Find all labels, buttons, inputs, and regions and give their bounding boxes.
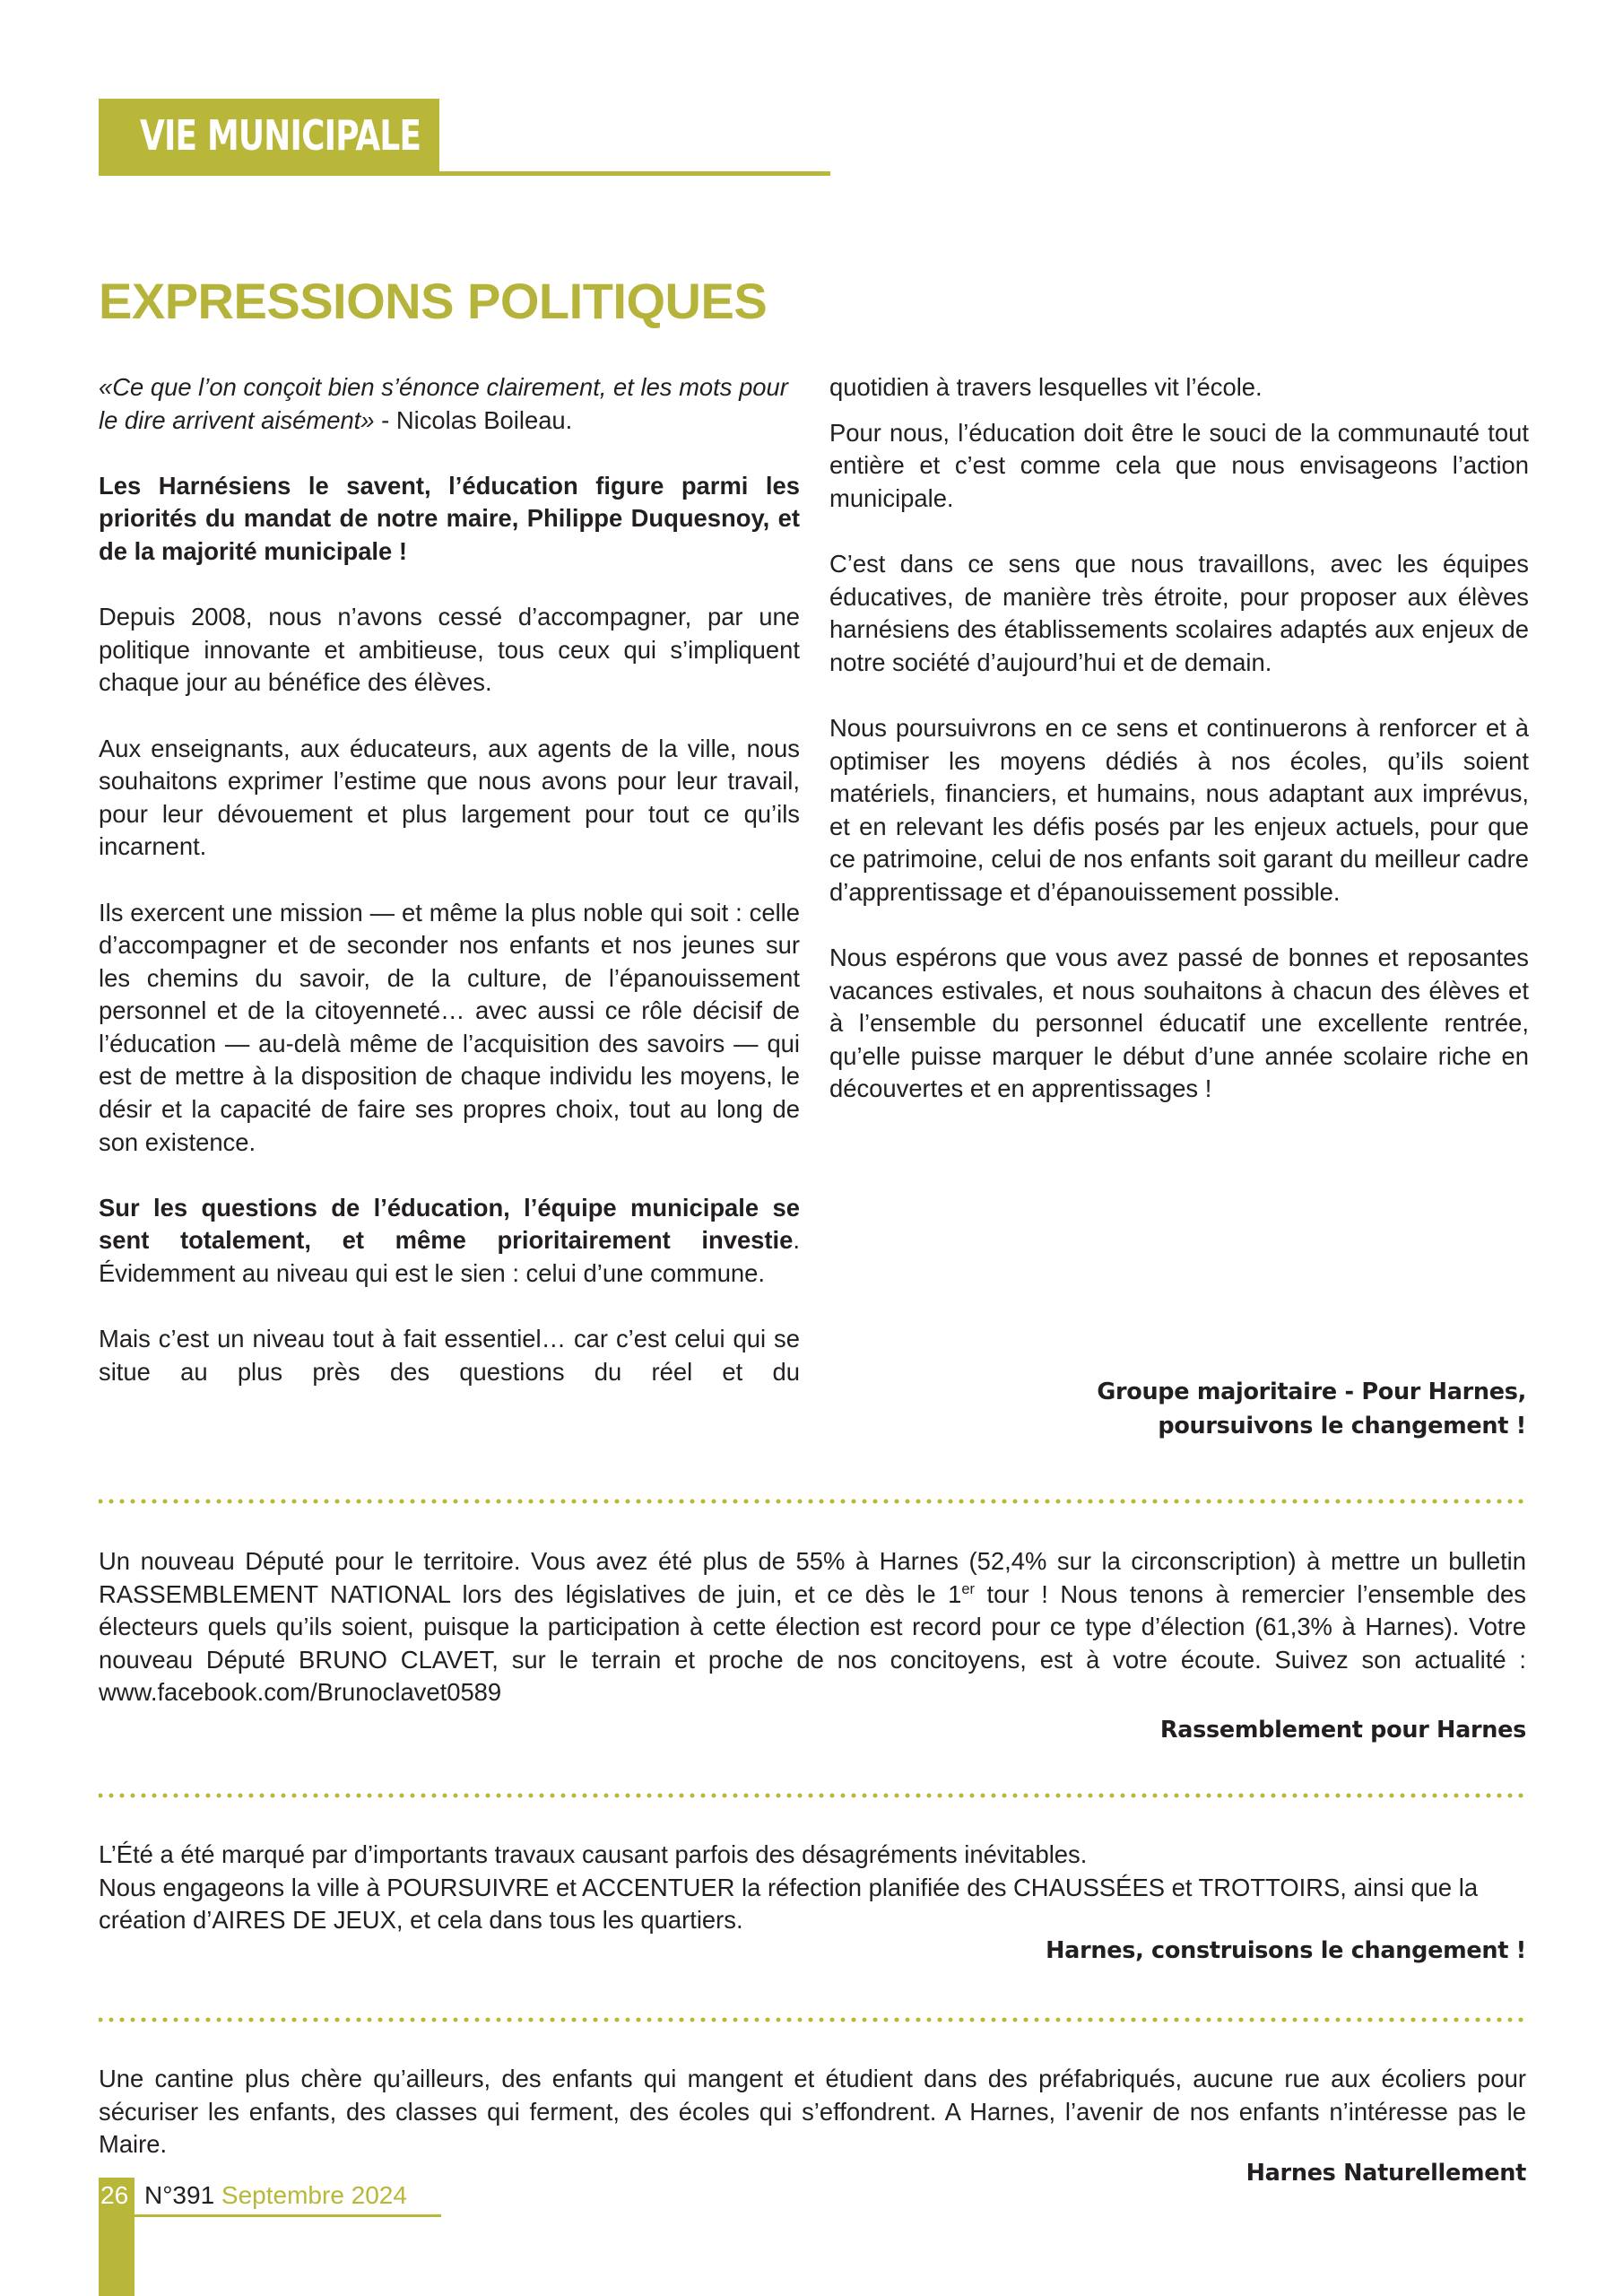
rn-signature: Rassemblement pour Harnes [1159, 1717, 1526, 1744]
paragraph-4-bold: Sur les questions de l’éducation, l’équipe municipale se sent totalement, et même prioritairement investie [99, 1193, 800, 1255]
paragraph-6: Pour nous, l’éducation doit être le souci de la communauté tout entière et c’est comme cela que nous envisageons l’action municipale. [829, 418, 1529, 512]
section-tab [99, 99, 439, 176]
construisons-statement [99, 1839, 1526, 1937]
quote-author: - Nicolas Boileau. [374, 405, 573, 434]
paragraph-2: Aux enseignants, aux éducateurs, aux agents de la ville, nous souhaitons exprimer l’estime que nous avons pour leur travail, pour leur dévouement et plus largement pour tout ce qu’ils incarnent. [99, 734, 800, 861]
naturellement-statement [99, 2063, 1526, 2161]
issue-number: N°391 [144, 2181, 215, 2209]
rn-statement [99, 1545, 1526, 1709]
construisons-line2: Nous engageons la ville à POURSUIVRE et ACCENTUER la réfection planifiée des CHAUSSÉES et TROTTOIRS, ainsi que la création d’AIRES DE JEUX, et cela dans tous les quartiers. [99, 1873, 1479, 1935]
dotted-divider [99, 2016, 1526, 2023]
paragraph-7: C’est dans ce sens que nous travaillons, avec les équipes éducatives, de manière très étroite, pour proposer aux élèves harnésiens des établissements scolaires adaptés aux enjeux de notre société d’aujourd’hui et de demain. [829, 549, 1529, 676]
paragraph-9: Nous espérons que vous avez passé de bonnes et reposantes vacances estivales, et nous souhaitons à chacun des élèves et à l’ensemble du personnel éducatif une excellente rentrée, qu’elle puisse marquer le début d’une année scolaire riche en découvertes et en apprentissages ! [829, 944, 1529, 1103]
dotted-divider [99, 1792, 1526, 1799]
footer-rule [135, 2214, 441, 2217]
paragraph-4-rest: . Évidemment au niveau qui est le sien : celui d’une commune. [99, 1226, 800, 1288]
construisons-line1: L’Été a été marqué par d’importants travaux causant parfois des désagréments inévitables. [99, 1840, 1088, 1868]
majority-left-column [99, 371, 800, 1422]
quote-paragraph [99, 371, 800, 437]
section-label: VIE MUNICIPALE [140, 111, 421, 160]
rn-text-superscript: er [961, 1580, 976, 1597]
majority-right-column [829, 371, 1529, 1139]
paragraph-5-continued: quotidien à travers lesquelles vit l’école. [829, 373, 1263, 401]
paragraph-3: Ils exercent une mission — et même la plus noble qui soit : celle d’accompagner et de seconder nos enfants et nos jeunes sur les chemins du savoir, de la culture, de l’épanouissement personnel et de la citoyenneté… avec aussi ce rôle décisif de l’éducation — au-delà même de l’acquisition des savoirs — qui est de mettre à la disposition de chaque individu les moyens, le désir et la capacité de faire ses propres choix, tout au long de son existence. [99, 898, 800, 1156]
page-title: EXPRESSIONS POLITIQUES [99, 273, 768, 329]
paragraph-8: Nous poursuivrons en ce sens et continuerons à renforcer et à optimiser les moyens dédiés à nos écoles, qu’ils soient matériels, financiers, et humains, nous adaptant aux imprévus, et en relevant les défis posés par les enjeux actuels, pour que ce patrimoine, celui de nos enfants soit garant du meilleur cadre d’apprentissage et d’épanouissement possible. [829, 713, 1529, 906]
construisons-signature: Harnes, construisons le changement ! [1046, 1937, 1526, 1964]
majority-signature-line2: poursuivons le changement ! [1158, 1413, 1526, 1439]
section-rule [99, 171, 830, 176]
majority-signature-line1: Groupe majoritaire - Pour Harnes, [1097, 1378, 1526, 1405]
paragraph-1: Depuis 2008, nous n’avons cessé d’accompagner, par une politique innovante et ambitieuse, tous ceux qui s’impliquent chaque jour au bénéfice des élèves. [99, 603, 800, 697]
quote-text: «Ce que l’on conçoit bien s’énonce clairement, et les mots pour le dire arrivent aisément» [99, 373, 788, 434]
page-number: 26 [100, 2181, 129, 2209]
footer-issue [144, 2181, 407, 2210]
rn-text-part-a: Un nouveau Député pour le territoire. Vous avez été plus de 55% à Harnes (52,4% sur la circonscription) à mettre un bulletin RASSEMBLEMENT NATIONAL lors des législatives de juin, et ce dès le 1 [99, 1547, 1526, 1608]
naturellement-text: Une cantine plus chère qu’ailleurs, des enfants qui mangent et étudient dans des préfabriqués, aucune rue aux écoliers pour sécuriser les enfants, des classes qui ferment, des écoles qui s’effondrent. A Harnes, l’avenir de nos enfants n’intéresse pas le Maire. [99, 2065, 1526, 2159]
paragraph-4 [99, 1192, 800, 1291]
issue-month: Septembre 2024 [221, 2181, 407, 2209]
majority-signature [1097, 1375, 1526, 1443]
paragraph-5: Mais c’est un niveau tout à fait essentiel… car c’est celui qui se situe au plus près des questions du réel et du [99, 1325, 800, 1386]
dotted-divider [99, 1498, 1526, 1505]
naturellement-signature: Harnes Naturellement [1245, 2160, 1526, 2187]
intro-bold: Les Harnésiens le savent, l’éducation figure parmi les priorités du mandat de notre maire, Philippe Duquesnoy, et de la majorité municipale ! [99, 471, 800, 565]
rn-text [99, 1545, 1526, 1709]
rn-text-part-b: tour ! Nous tenons à remercier l’ensemble des électeurs quels qu’ils soient, puisque la participation à cette élection est record pour ce type d’élection (61,3% à Harnes). Votre nouveau Député BRUNO CLAVET, sur le terrain et proche de nos concitoyens, est à votre écoute. Suivez son actualité : www.facebook.com/Brunoclavet0589 [99, 1579, 1526, 1707]
